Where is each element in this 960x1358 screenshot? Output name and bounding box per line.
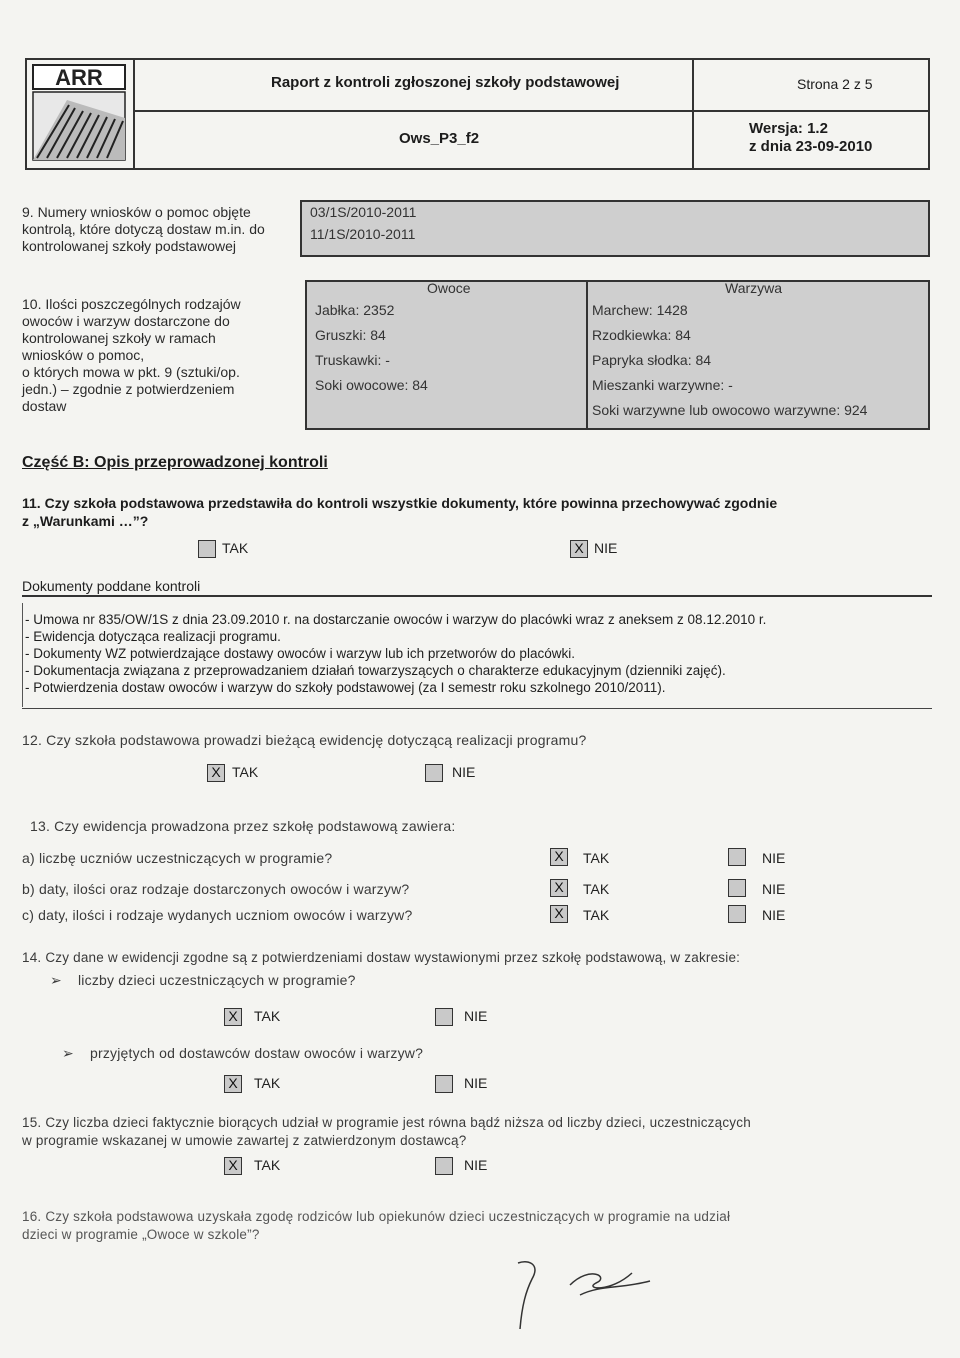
q9-value: 03/1S/2010-2011 [310,204,417,220]
q15-tak-checkbox[interactable]: X [224,1157,242,1175]
q13a-nie-checkbox[interactable] [728,848,746,866]
q11-question [22,494,922,530]
q13c-tak-label: TAK [583,907,610,923]
q13c-tak-checkbox[interactable]: X [550,905,568,923]
document-item: - Ewidencja dotycząca realizacji programu. [25,629,281,644]
documents-list [25,611,925,696]
q10-label [22,296,241,415]
q14-sub1-tak-label: TAK [254,1008,281,1024]
q12-question: 12. Czy szkoła podstawowa prowadzi bieżącą ewidencję dotyczącą realizacji programu? [22,732,587,748]
q10-line: 10. Ilości poszczególnych rodzajów [22,296,241,312]
document-item: - Dokumentacja związana z przeprowadzaniem działań towarzyszących o charakterze edukacyjnym (dzienniki zajęć). [25,663,726,678]
q11-line: 11. Czy szkoła podstawowa przedstawiła do kontroli wszystkie dokumenty, które powinna przechowywać zgodnie [22,495,778,511]
vegetable-item: Marchew: 1428 [592,302,688,318]
q13-question: 13. Czy ewidencja prowadzona przez szkołę podstawową zawiera: [30,818,456,834]
signature [500,1255,670,1340]
q14-sub1-nie-checkbox[interactable] [435,1008,453,1026]
q12-nie-checkbox[interactable] [425,764,443,782]
document-item: - Potwierdzenia dostaw owoców i warzyw do szkoły podstawowej (za I semestr roku szkolnego 2010/2011). [25,680,666,695]
q14-bullet-icon: ➢ [50,972,62,988]
q13b-tak-checkbox[interactable]: X [550,879,568,897]
version-date: z dnia 23-09-2010 [749,138,873,155]
q10-table [305,280,930,430]
q10-line: dostaw [22,398,67,414]
fruit-header: Owoce [427,280,471,296]
q14-sub1: liczby dzieci uczestniczących w programie? [78,972,356,988]
q14-sub1-tak-checkbox[interactable]: X [224,1008,242,1026]
q14-question: 14. Czy dane w ewidencji zgodne są z potwierdzeniami dostaw wystawionymi przez szkołę podstawową, w zakresie: [22,950,741,965]
q16-line: 16. Czy szkoła podstawowa uzyskała zgodę rodziców lub opiekunów dzieci uczestniczących w programie na udział [22,1209,731,1224]
q12-tak-checkbox[interactable]: X [207,764,225,782]
documents-title: Dokumenty poddane kontroli [22,578,201,594]
q9-line: kontrolą, które dotyczą dostaw m.in. do [22,221,265,237]
arr-logo [27,60,135,168]
q10-line: owoców i warzyw dostarczone do [22,313,230,329]
q11-line: z „Warunkami …”? [22,513,149,529]
q16-line: dzieci w programie „Owoce w szkole”? [22,1227,260,1242]
fruit-item: Gruszki: 84 [315,327,386,343]
q15-nie-checkbox[interactable] [435,1157,453,1175]
q10-line: jedn.) – zgodnie z potwierdzeniem [22,381,235,397]
q9-line: 9. Numery wniosków o pomoc objęte [22,204,251,220]
q13c-nie-checkbox[interactable] [728,905,746,923]
q16-question [22,1208,730,1244]
fruit-item: Soki owocowe: 84 [315,377,428,393]
q14-sub2: przyjętych od dostawców dostaw owoców i warzyw? [90,1045,424,1061]
q9-value-box [300,200,930,257]
q9-line: kontrolowanej szkoły podstawowej [22,238,236,254]
vegetable-item: Rzodkiewka: 84 [592,327,691,343]
document-item: - Umowa nr 835/OW/1S z dnia 23.09.2010 r. na dostarczanie owoców i warzyw do placówki wraz z aneksem z 08.12.2010 r. [25,612,767,627]
q14-sub1-nie-label: NIE [464,1008,488,1024]
q15-line: 15. Czy liczba dzieci faktycznie biorących udział w programie jest równa bądź niższa od liczby dzieci, uczestniczących [22,1115,751,1130]
q13b-nie-checkbox[interactable] [728,879,746,897]
q12-nie-label: NIE [452,764,476,780]
q14-sub2-tak-label: TAK [254,1075,281,1091]
q11-nie-checkbox[interactable]: X [570,540,588,558]
section-b-title: Część B: Opis przeprowadzonej kontroli [22,454,328,471]
vegetable-header: Warzywa [725,280,783,296]
header-divider-horizontal [133,110,928,112]
version: Wersja: 1.2 [749,120,828,137]
q14-bullet-icon-2: ➢ [62,1045,74,1061]
q13c-nie-label: NIE [762,907,786,923]
vegetable-item: Papryka słodka: 84 [592,352,712,368]
q10-line: kontrolowanej szkoły w ramach [22,330,216,346]
q13a-tak-checkbox[interactable]: X [550,848,568,866]
vegetable-item: Mieszanki warzywne: - [592,377,733,393]
q12-tak-label: TAK [232,764,259,780]
report-header [25,58,930,170]
q15-line: w programie wskazanej w umowie zawartej z zatwierdzonym dostawcą? [22,1133,467,1148]
document-item: - Dokumenty WZ potwierdzające dostawy owoców i warzyw lub ich przetworów do placówki. [25,646,575,661]
q13a-text: a) liczbę uczniów uczestniczących w programie? [22,850,333,866]
report-title: Raport z kontroli zgłoszonej szkoły podstawowej [271,74,620,91]
header-divider-vertical [692,60,694,168]
fruit-item: Truskawki: - [315,352,390,368]
q15-question [22,1114,751,1150]
q9-value: 11/1S/2010-2011 [310,226,416,242]
q10-line: wniosków o pomoc, [22,347,145,363]
q13b-tak-label: TAK [583,881,610,897]
q13b-nie-label: NIE [762,881,786,897]
fruit-item: Jabłka: 2352 [315,302,395,318]
q14-sub2-nie-checkbox[interactable] [435,1075,453,1093]
q13c-text: c) daty, ilości i rodzaje wydanych uczniom owoców i warzyw? [22,907,413,923]
q13a-tak-label: TAK [583,850,610,866]
vegetable-item: Soki warzywne lub owocowo warzywne: 924 [592,402,868,418]
q13a-nie-label: NIE [762,850,786,866]
form-code: Ows_P3_f2 [399,130,480,147]
q14-sub2-nie-label: NIE [464,1075,488,1091]
q15-nie-label: NIE [464,1157,488,1173]
logo-text: ARR [55,65,103,90]
q15-tak-label: TAK [254,1157,281,1173]
q13b-text: b) daty, ilości oraz rodzaje dostarczonych owoców i warzyw? [22,881,410,897]
q14-sub2-tak-checkbox[interactable]: X [224,1075,242,1093]
q11-nie-label: NIE [594,540,618,556]
page-number: Strona 2 z 5 [797,76,873,92]
q11-tak-label: TAK [222,540,249,556]
q9-label [22,204,265,255]
q10-line: o których mowa w pkt. 9 (sztuki/op. [22,364,240,380]
q11-tak-checkbox[interactable] [198,540,216,558]
